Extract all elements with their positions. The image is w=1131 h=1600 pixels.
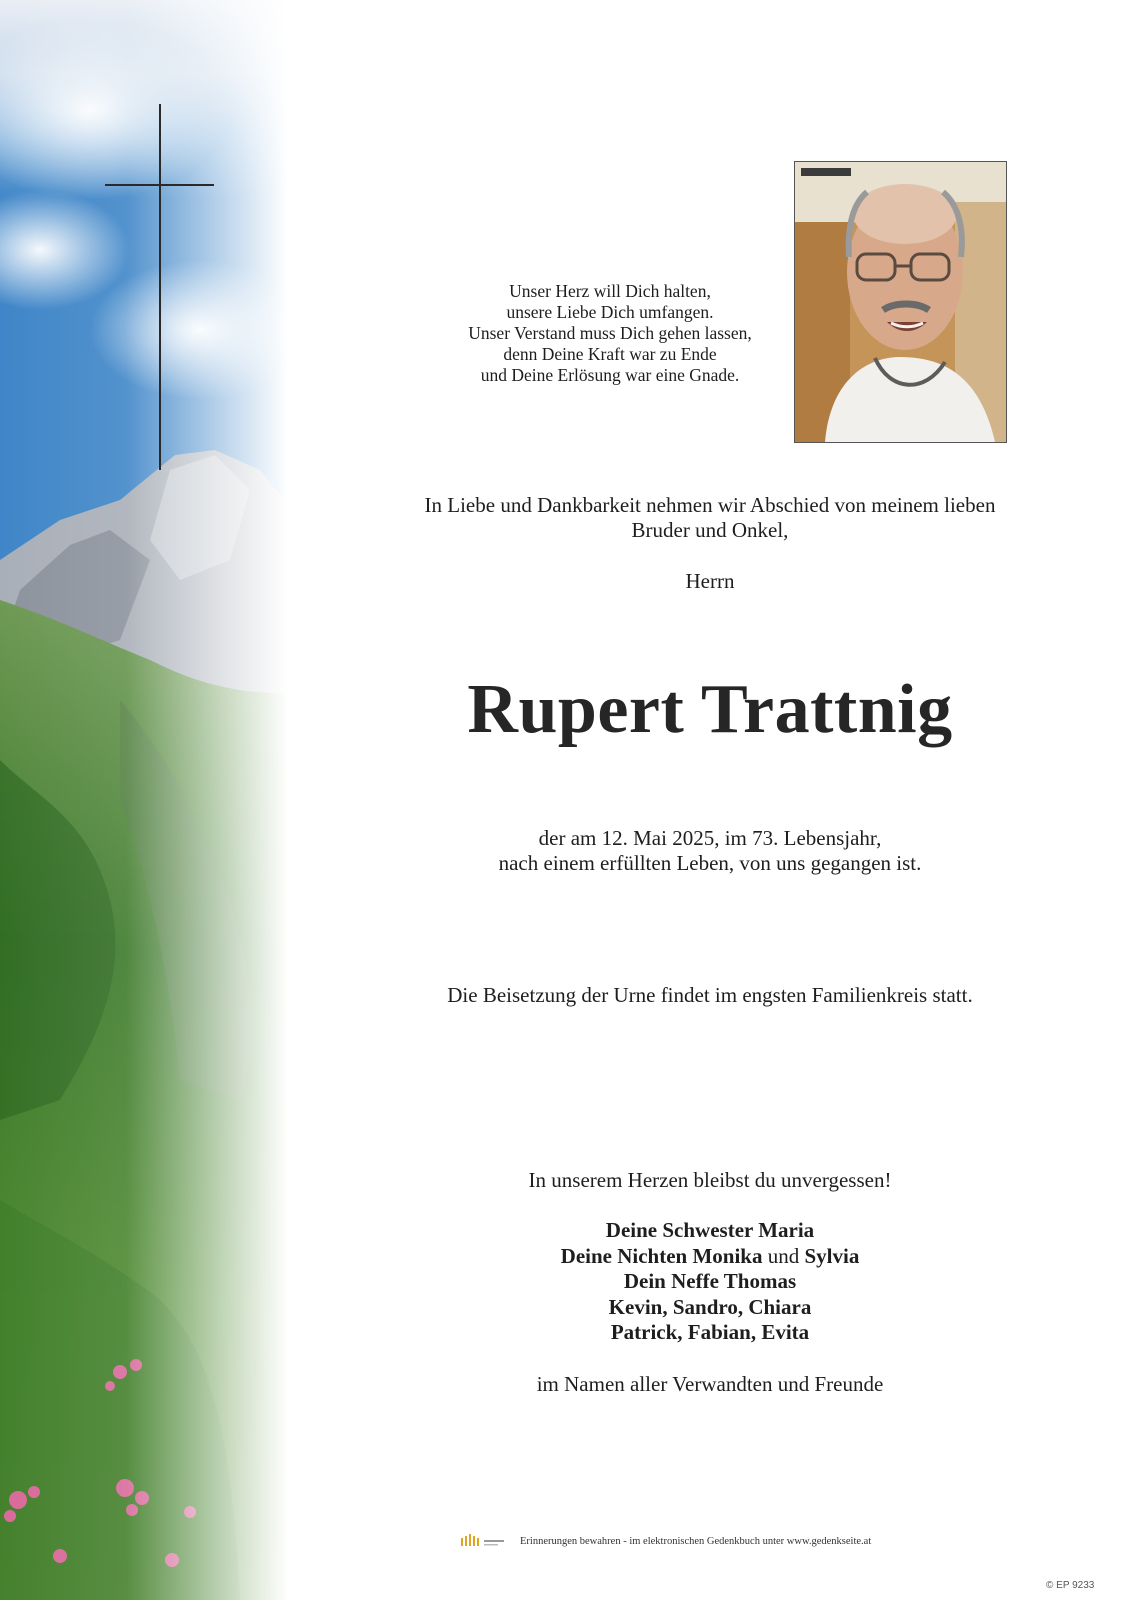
mourner-line: Deine Schwester Maria	[605, 1218, 815, 1242]
death-line: nach einem erfüllten Leben, von uns gegangen ist.	[498, 851, 922, 875]
mourner-line: Patrick, Fabian, Evita	[610, 1320, 810, 1344]
footer-text: Erinnerungen bewahren - im elektronischen Gedenkbuch unter www.gedenkseite.at	[520, 1535, 872, 1547]
footer	[460, 1533, 871, 1549]
death-notice	[380, 826, 1040, 876]
document-code: © EP 9233	[1046, 1580, 1095, 1591]
poem-line: unsere Liebe Dich umfangen.	[506, 302, 714, 322]
mourner-name: Deine Nichten Monika	[560, 1243, 763, 1268]
mourners-list	[380, 1218, 1040, 1346]
memorial-poem	[440, 281, 780, 386]
intro-line: In Liebe und Dankbarkeit nehmen wir Abschied von meinem lieben	[424, 493, 996, 517]
mourner-line	[380, 1244, 1040, 1270]
death-line: der am 12. Mai 2025, im 73. Lebensjahr,	[538, 826, 882, 850]
poem-line: Unser Verstand muss Dich gehen lassen,	[468, 323, 752, 343]
closing-line: im Namen aller Verwandten und Freunde	[536, 1372, 884, 1396]
remembrance-line: In unserem Herzen bleibst du unvergessen!	[528, 1168, 892, 1192]
farewell-intro	[380, 493, 1040, 543]
poem-line: Unser Herz will Dich halten,	[509, 281, 711, 301]
portrait-photo	[794, 161, 1007, 443]
cross-horizontal-bar	[105, 184, 214, 186]
mourner-line: Dein Neffe Thomas	[623, 1269, 797, 1293]
deceased-name: Rupert Trattnig	[467, 671, 953, 748]
salutation: Herrn	[685, 569, 735, 593]
mourner-connector: und	[762, 1243, 805, 1268]
mourner-line: Kevin, Sandro, Chiara	[608, 1294, 812, 1319]
poem-line: denn Deine Kraft war zu Ende	[503, 344, 717, 364]
poem-line: und Deine Erlösung war eine Gnade.	[480, 365, 740, 385]
mountain-landscape-image	[0, 0, 360, 1600]
mourner-name: Sylvia	[804, 1243, 860, 1268]
gedenkseite-logo-icon	[460, 1534, 508, 1548]
cross-vertical-bar	[159, 104, 161, 470]
burial-notice: Die Beisetzung der Urne findet im engsten Familienkreis statt.	[447, 983, 973, 1007]
intro-line: Bruder und Onkel,	[631, 518, 789, 542]
